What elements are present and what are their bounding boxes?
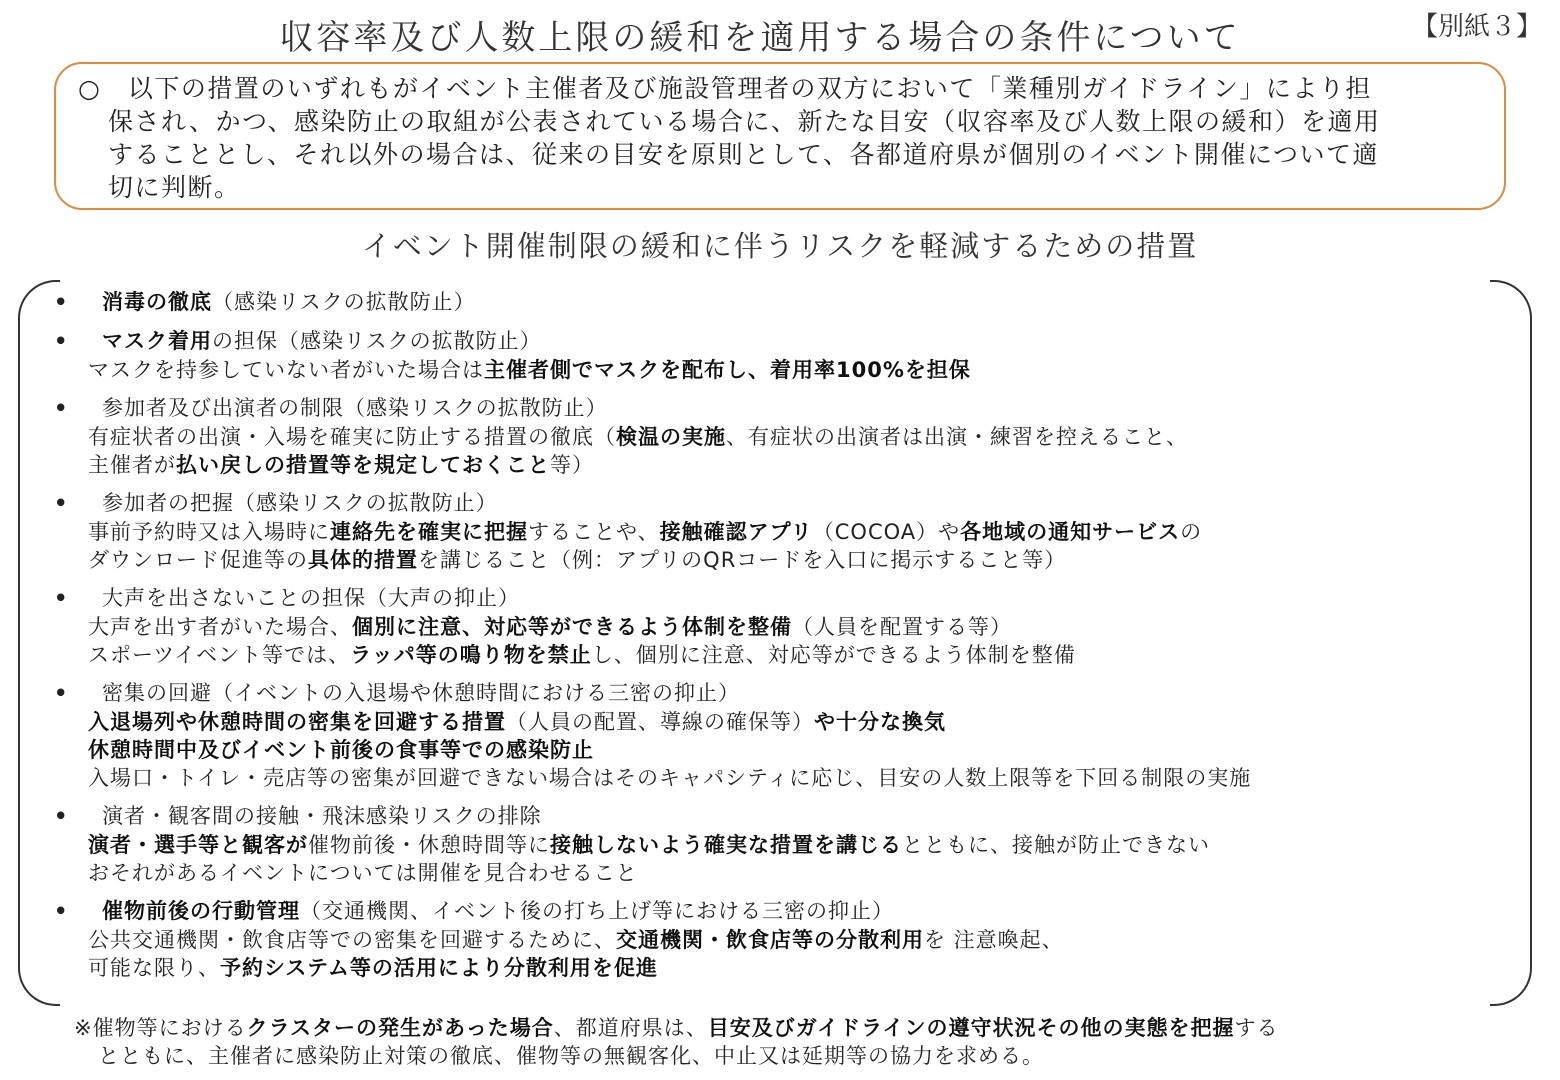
bullet-icon: • [54, 491, 69, 515]
intro-line: 切に判断。 [108, 173, 241, 202]
bullet-icon: • [54, 804, 69, 828]
intro-line: 保され、かつ、感染防止の取組が公表されている場合に、新たな目安（収容率及び人数上限の緩和）を適用 [108, 107, 1381, 136]
measure-avoid-crowding: • 密集の回避（イベントの入退場や休憩時間における三密の抑止） 入退場列や休憩時間の密集を回避する措置（人員の配置、導線の確保等）や十分な換気 休憩時間中及びイベント前後の食事等での感染防止 入場口・トイレ・売店等の密集が回避できない場合はそのキャパシティに応じ、目安の人数上限等を下回る制限の実施 [54, 681, 1252, 790]
bullet-icon: • [54, 899, 69, 923]
bullet-icon: • [54, 396, 69, 420]
measures-list [54, 288, 1494, 992]
bullet-icon: • [54, 681, 69, 705]
measure-no-shouting: • 大声を出さないことの担保（大声の抑止） 大声を出す者がいた場合、個別に注意、対応等ができるよう体制を整備（人員を配置する等） スポーツイベント等では、ラッパ等の鳴り物を禁止し、個別に注意、対応等ができるよう体制を整備 [54, 586, 1076, 667]
bullet-icon: • [54, 290, 69, 314]
measure-participant-restriction: • 参加者及び出演者の制限（感染リスクの拡散防止） 有症状者の出演・入場を確実に防止する措置の徹底（検温の実施、有症状の出演者は出演・練習を控えること、 主催者が払い戻しの措置等を規定しておくこと等） [54, 396, 1188, 477]
bullet-icon: • [54, 586, 69, 610]
measures-subtitle: イベント開催制限の緩和に伴うリスクを軽減するための措置 [361, 229, 1199, 263]
intro-line: することとし、それ以外の場合は、従来の目安を原則として、各都道府県が個別のイベント開催について適 [108, 140, 1380, 169]
intro-box [54, 62, 1506, 210]
right-bracket [1490, 280, 1532, 1006]
circle-marker: ○ [78, 74, 102, 103]
page-title: 収容率及び人数上限の緩和を適用する場合の条件について [279, 18, 1241, 58]
measure-behavior-management: • 催物前後の行動管理（交通機関、イベント後の打ち上げ等における三密の抑止） 公共交通機関・飲食店等での密集を回避するために、交通機関・飲食店等の分散利用を 注意喚起、 可能な限り、予約システム等の活用により分散利用を促進 [54, 899, 1064, 980]
measure-disinfection: • 消毒の徹底（感染リスクの拡散防止） [54, 288, 1494, 317]
intro-line: ○ 以下の措置のいずれもがイベント主催者及び施設管理者の双方において「業種別ガイドライン」により担 [78, 74, 1372, 103]
measure-contact-prevention: • 演者・観客間の接触・飛沫感染リスクの排除 演者・選手等と観客が催物前後・休憩時間等に接触しないよう確実な措置を講じるとともに、接触が防止できない おそれがあるイベントについては開催を見合わせること [54, 804, 1210, 885]
measure-mask: • マスク着用の担保（感染リスクの拡散防止） マスクを持参していない者がいた場合は主催者側でマスクを配布し、着用率100%を担保 [54, 329, 971, 382]
footnote: ※催物等におけるクラスターの発生があった場合、都道府県は、目安及びガイドラインの遵守状況その他の実態を把握する とともに、主催者に感染防止対策の徹底、催物等の無観客化、中止又は延期等の協力を求める。 [74, 1016, 1279, 1068]
measure-participant-tracking: • 参加者の把握（感染リスクの拡散防止） 事前予約時又は入場時に連絡先を確実に把握することや、接触確認アプリ（COCOA）や各地域の通知サービスの ダウンロード促進等の具体的措置を講じること（例：アプリのQRコードを入口に掲示すること等） [54, 491, 1203, 572]
attachment-label: 【別紙３】 [1411, 12, 1542, 42]
bullet-icon: • [54, 329, 69, 353]
